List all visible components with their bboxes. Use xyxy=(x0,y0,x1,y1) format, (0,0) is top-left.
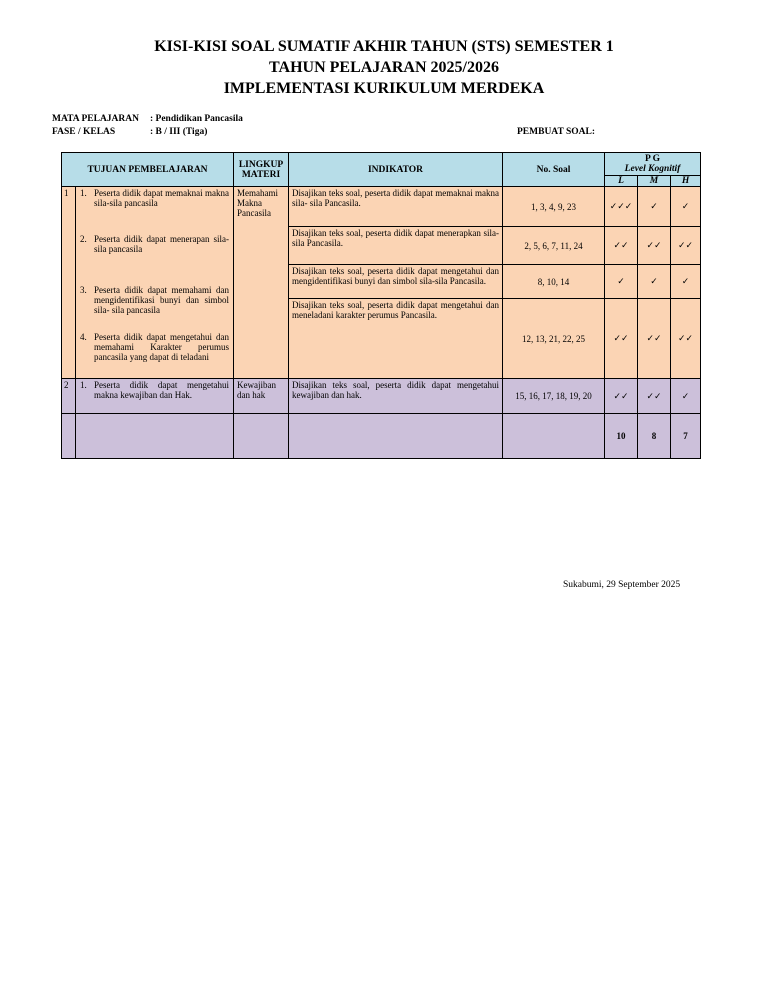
lingkup-cell: Kewajiban dan hak xyxy=(234,379,289,414)
no-soal-cell: 2, 5, 6, 7, 11, 24 xyxy=(503,227,605,265)
tujuan-text: Peserta didik dapat mengetahui makna kewajiban dan Hak. xyxy=(94,380,230,400)
tujuan-item xyxy=(80,188,229,208)
no-soal-cell: 1, 3, 4, 9, 23 xyxy=(503,187,605,227)
tujuan-cell xyxy=(76,379,234,414)
no-soal-cell: 15, 16, 17, 18, 19, 20 xyxy=(503,379,605,414)
empty-cell xyxy=(289,414,503,459)
kisi-kisi-table xyxy=(61,152,701,459)
level-m-cell: ✓ xyxy=(638,187,671,227)
table-row xyxy=(62,187,701,227)
title-line-1: KISI-KISI SOAL SUMATIF AKHIR TAHUN (STS) SEMESTER 1 xyxy=(154,38,614,55)
header-lingkup-line-1: LINGKUP xyxy=(238,159,284,170)
level-l-cell: ✓ xyxy=(605,265,638,299)
table-row xyxy=(62,379,701,414)
place-date: Sukabumi, 29 September 2025 xyxy=(563,580,681,590)
header-pg xyxy=(605,153,701,176)
level-l-cell: ✓✓ xyxy=(605,379,638,414)
no-soal-cell: 12, 13, 21, 22, 25 xyxy=(503,299,605,379)
tujuan-number: 1. xyxy=(80,188,87,198)
header-h: H xyxy=(671,176,701,187)
tujuan-item xyxy=(80,380,229,400)
group-number: 1 xyxy=(62,187,76,379)
total-h: 7 xyxy=(671,414,701,459)
header-no-soal: No. Soal xyxy=(503,153,605,187)
level-h-cell: ✓ xyxy=(671,379,701,414)
title-line-2: TAHUN PELAJARAN 2025/2026 xyxy=(269,59,499,76)
tujuan-text: Peserta didik dapat memaknai makna sila-sila pancasila xyxy=(94,188,230,208)
level-h-cell: ✓ xyxy=(671,187,701,227)
header-row-1 xyxy=(62,153,701,176)
tujuan-item xyxy=(80,234,229,254)
tujuan-text: Peserta didik dapat memahami dan mengidentifikasi bunyi dan simbol sila- sila pancasila xyxy=(94,285,230,315)
level-h-cell: ✓✓ xyxy=(671,299,701,379)
level-l-cell: ✓✓ xyxy=(605,299,638,379)
empty-cell xyxy=(62,414,76,459)
header-lingkup xyxy=(234,153,289,187)
header-level-kognitif: Level Kognitif xyxy=(624,164,681,174)
pembuat-soal-label: PEMBUAT SOAL: xyxy=(517,127,596,137)
fase-value: : B / III (Tiga) xyxy=(150,127,208,137)
level-h-cell: ✓✓ xyxy=(671,227,701,265)
tujuan-number: 3. xyxy=(80,285,87,295)
level-m-cell: ✓ xyxy=(638,265,671,299)
total-m: 8 xyxy=(638,414,671,459)
tujuan-item xyxy=(80,285,229,315)
header-lingkup-line-2: MATERI xyxy=(241,169,281,180)
empty-cell xyxy=(234,414,289,459)
indikator-cell: Disajikan teks soal, peserta didik dapat menerapkan sila-sila Pancasila. xyxy=(289,227,503,265)
level-l-cell: ✓✓✓ xyxy=(605,187,638,227)
tujuan-text: Peserta didik dapat mengetahui dan memahami Karakter perumus pancasila yang dapat di teladani xyxy=(94,332,230,362)
tujuan-number: 4. xyxy=(80,332,87,342)
tujuan-item xyxy=(80,332,229,362)
header-l: L xyxy=(605,176,638,187)
tujuan-cell xyxy=(76,187,234,379)
header-indikator: INDIKATOR xyxy=(289,153,503,187)
total-l: 10 xyxy=(605,414,638,459)
level-m-cell: ✓✓ xyxy=(638,379,671,414)
group-number: 2 xyxy=(62,379,76,414)
indikator-cell: Disajikan teks soal, peserta didik dapat mengetahui kewajiban dan hak. xyxy=(289,379,503,414)
level-l-cell: ✓✓ xyxy=(605,227,638,265)
level-h-cell: ✓ xyxy=(671,265,701,299)
empty-cell xyxy=(503,414,605,459)
indikator-cell: Disajikan teks soal, peserta didik dapat mengetahui dan mengidentifikasi bunyi dan simbol sila-sila Pancasila. xyxy=(289,265,503,299)
tujuan-number: 2. xyxy=(80,234,87,244)
level-m-cell: ✓✓ xyxy=(638,227,671,265)
tujuan-number: 1. xyxy=(80,380,87,390)
document-title xyxy=(0,36,768,99)
header-m: M xyxy=(638,176,671,187)
indikator-cell: Disajikan teks soal, peserta didik dapat mengetahui dan meneladani karakter perumus Pancasila. xyxy=(289,299,503,379)
tujuan-text: Peserta didik dapat menerapan sila-sila pancasila xyxy=(94,234,230,254)
meta-block xyxy=(52,113,243,139)
no-soal-cell: 8, 10, 14 xyxy=(503,265,605,299)
header-tujuan: TUJUAN PEMBELAJARAN xyxy=(62,153,234,187)
level-m-cell: ✓✓ xyxy=(638,299,671,379)
lingkup-cell: Memahami Makna Pancasila xyxy=(234,187,289,379)
mapel-label: MATA PELAJARAN xyxy=(52,114,139,124)
title-line-3: IMPLEMENTASI KURIKULUM MERDEKA xyxy=(223,80,545,97)
totals-row xyxy=(62,414,701,459)
header-pg-label: P G xyxy=(644,154,661,164)
indikator-cell: Disajikan teks soal, peserta didik dapat memaknai makna sila- sila Pancasila. xyxy=(289,187,503,227)
empty-cell xyxy=(76,414,234,459)
fase-label: FASE / KELAS xyxy=(52,127,116,137)
mapel-value: : Pendidikan Pancasila xyxy=(150,114,243,124)
